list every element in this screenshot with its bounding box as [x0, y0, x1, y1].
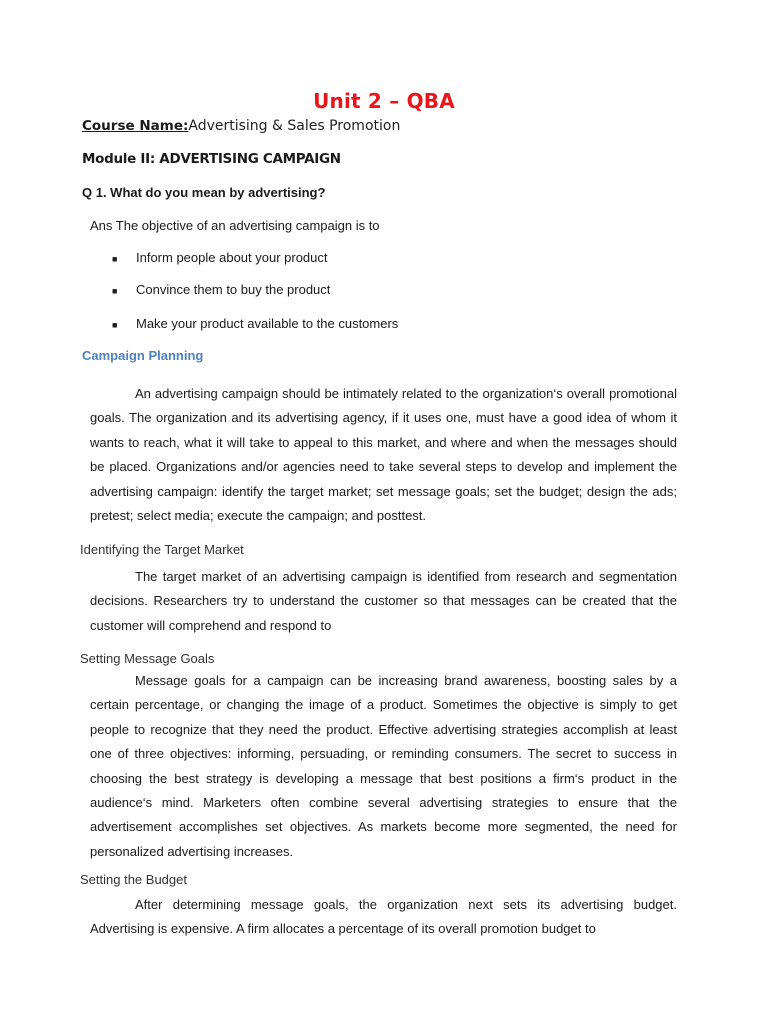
bullet-icon: ■ — [112, 286, 118, 296]
module-heading: Module II: ADVERTISING CAMPAIGN — [82, 151, 341, 167]
paragraph-target-market: The target market of an advertising campaign is identified from research and segmentation decisions. Researchers try to understand the customer so that messages can be created that the customer will comprehend and respond to — [90, 569, 677, 633]
document-title: Unit 2 – QBA — [313, 89, 455, 113]
subheading-target-market: Identifying the Target Market — [80, 542, 244, 557]
course-name-value: Advertising & Sales Promotion — [188, 118, 401, 134]
bullet-text: Inform people about your product — [136, 250, 328, 265]
bullet-text: Make your product available to the customers — [136, 316, 399, 331]
bullet-icon: ■ — [112, 320, 118, 330]
subheading-message-goals: Setting Message Goals — [80, 651, 215, 666]
subheading-budget: Setting the Budget — [80, 872, 187, 887]
bullet-item — [112, 316, 512, 334]
question-1: Q 1. What do you mean by advertising? — [82, 185, 326, 200]
section-heading-campaign-planning: Campaign Planning — [82, 348, 204, 363]
bullet-icon: ■ — [112, 254, 118, 264]
answer-intro: Ans The objective of an advertising campaign is to — [90, 218, 380, 233]
bullet-item — [112, 250, 512, 268]
paragraph-budget: After determining message goals, the organization next sets its advertising budget. Advertising is expensive. A firm allocates a percentage of its overall promotion budget to — [90, 897, 677, 937]
paragraph-campaign-planning: An advertising campaign should be intimately related to the organization‘s overall promotional goals. The organization and its advertising agency, if it uses one, must have a good idea of whom it wants to reach, what it will take to appeal to this market, and where and when the messages should be placed. Organizations and/or agencies need to take several steps to develop and implement the advertising campaign: identify the target market; set message goals; set the budget; design the ads; pretest; select media; execute the campaign; and posttest. — [90, 386, 677, 524]
course-name-label: Course Name: — [82, 118, 189, 134]
bullet-text: Convince them to buy the product — [136, 282, 331, 297]
course-name-line — [82, 118, 400, 134]
bullet-item — [112, 282, 512, 300]
paragraph-message-goals: Message goals for a campaign can be increasing brand awareness, boosting sales by a certain percentage, or changing the image of a product. Sometimes the objective is simply to get people to recognize that they need the product. Effective advertising strategies accomplish at least one of three objectives: informing, persuading, or reminding consumers. The secret to success in choosing the best strategy is developing a message that best positions a firm‘s product in the audience‘s mind. Marketers often combine several advertising strategies to ensure that the advertisement accomplishes set objectives. As markets become more segmented, the need for personalized advertising increases. — [90, 673, 677, 859]
